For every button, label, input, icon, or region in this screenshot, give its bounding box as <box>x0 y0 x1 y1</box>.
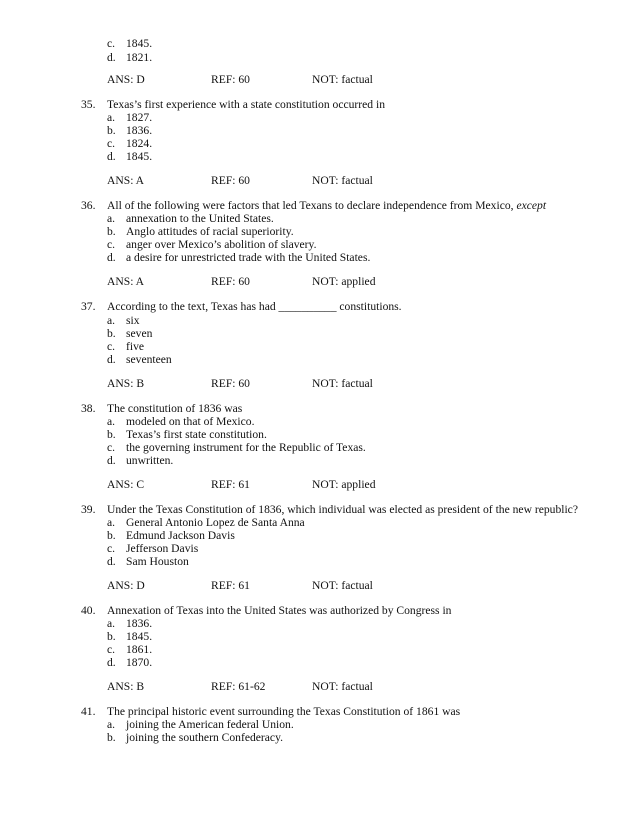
reference-page: REF: 60 <box>211 275 250 288</box>
reference-page: REF: 61-62 <box>211 680 266 693</box>
option-letter: d. <box>107 51 116 64</box>
option-letter: d. <box>107 353 116 366</box>
option-text: Edmund Jackson Davis <box>126 529 235 542</box>
option-text: Jefferson Davis <box>126 542 199 555</box>
option-letter: a. <box>107 111 116 124</box>
answer-key: ANS: A <box>107 275 145 288</box>
option-text: 1836. <box>126 124 153 137</box>
question-text-main: All of the following were factors that led Texans to declare independence from Mexico, <box>107 199 517 212</box>
answer-key: ANS: B <box>107 377 145 390</box>
question-text: The principal historic event surrounding the Texas Constitution of 1861 was <box>107 705 461 718</box>
question-type: NOT: applied <box>312 478 376 491</box>
option-letter: b. <box>107 630 116 643</box>
reference-page: REF: 60 <box>211 73 250 86</box>
option-letter: b. <box>107 529 116 542</box>
option-text: a desire for unrestricted trade with the United States. <box>126 251 371 264</box>
option-letter: c. <box>107 643 116 656</box>
option-text: six <box>126 314 140 327</box>
question-type: NOT: applied <box>312 275 376 288</box>
question-text <box>107 199 546 212</box>
question-type: NOT: factual <box>312 174 373 187</box>
reference-page: REF: 60 <box>211 377 250 390</box>
option-letter: c. <box>107 137 116 150</box>
question-type: NOT: factual <box>312 680 373 693</box>
option-text: seventeen <box>126 353 172 366</box>
option-letter: b. <box>107 327 116 340</box>
option-text: General Antonio Lopez de Santa Anna <box>126 516 305 529</box>
option-text: 1821. <box>126 51 153 64</box>
option-letter: b. <box>107 124 116 137</box>
question-number: 39. <box>81 503 96 516</box>
option-letter: a. <box>107 516 116 529</box>
option-letter: d. <box>107 555 116 568</box>
option-text: unwritten. <box>126 454 174 467</box>
answer-key: ANS: A <box>107 174 145 187</box>
option-letter: c. <box>107 441 116 454</box>
option-letter: a. <box>107 718 116 731</box>
question-number: 35. <box>81 98 96 111</box>
answer-key: ANS: C <box>107 478 145 491</box>
option-letter: b. <box>107 428 116 441</box>
answer-key: ANS: D <box>107 579 145 592</box>
option-text: 1845. <box>126 150 153 163</box>
option-text: joining the American federal Union. <box>126 718 294 731</box>
question-text: Under the Texas Constitution of 1836, which individual was elected as president of the new republic? <box>107 503 578 516</box>
reference-page: REF: 61 <box>211 579 250 592</box>
option-text: 1824. <box>126 137 153 150</box>
option-text: 1827. <box>126 111 153 124</box>
option-text: 1870. <box>126 656 153 669</box>
reference-page: REF: 61 <box>211 478 250 491</box>
option-text: 1836. <box>126 617 153 630</box>
reference-page: REF: 60 <box>211 174 250 187</box>
option-letter: b. <box>107 225 116 238</box>
question-text: Texas’s first experience with a state constitution occurred in <box>107 98 385 111</box>
option-text: the governing instrument for the Republic of Texas. <box>126 441 366 454</box>
question-number: 37. <box>81 300 96 313</box>
option-letter: a. <box>107 314 116 327</box>
option-letter: c. <box>107 238 116 251</box>
option-letter: c. <box>107 37 116 50</box>
option-letter: a. <box>107 415 116 428</box>
question-type: NOT: factual <box>312 73 373 86</box>
option-letter: a. <box>107 212 116 225</box>
option-text: seven <box>126 327 153 340</box>
option-letter: d. <box>107 251 116 264</box>
option-text: 1845. <box>126 630 153 643</box>
option-text: modeled on that of Mexico. <box>126 415 255 428</box>
answer-key: ANS: B <box>107 680 145 693</box>
option-letter: c. <box>107 340 116 353</box>
option-letter: b. <box>107 731 116 744</box>
option-letter: d. <box>107 454 116 467</box>
option-text: Sam Houston <box>126 555 189 568</box>
question-number: 41. <box>81 705 96 718</box>
option-letter: d. <box>107 656 116 669</box>
question-text: Annexation of Texas into the United States was authorized by Congress in <box>107 604 452 617</box>
question-text: The constitution of 1836 was <box>107 402 243 415</box>
question-text: According to the text, Texas has had __________ constitutions. <box>107 300 402 313</box>
option-letter: c. <box>107 542 116 555</box>
answer-key: ANS: D <box>107 73 145 86</box>
option-text: 1845. <box>126 37 153 50</box>
option-text: joining the southern Confederacy. <box>126 731 284 744</box>
option-text: Texas’s first state constitution. <box>126 428 267 441</box>
question-text-emphasis: except <box>516 199 547 212</box>
option-letter: d. <box>107 150 116 163</box>
option-text: Anglo attitudes of racial superiority. <box>126 225 294 238</box>
question-type: NOT: factual <box>312 377 373 390</box>
option-text: 1861. <box>126 643 153 656</box>
option-letter: a. <box>107 617 116 630</box>
question-number: 36. <box>81 199 96 212</box>
question-number: 40. <box>81 604 96 617</box>
option-text: anger over Mexico’s abolition of slavery. <box>126 238 317 251</box>
option-text: five <box>126 340 145 353</box>
option-text: annexation to the United States. <box>126 212 274 225</box>
question-type: NOT: factual <box>312 579 373 592</box>
question-number: 38. <box>81 402 96 415</box>
